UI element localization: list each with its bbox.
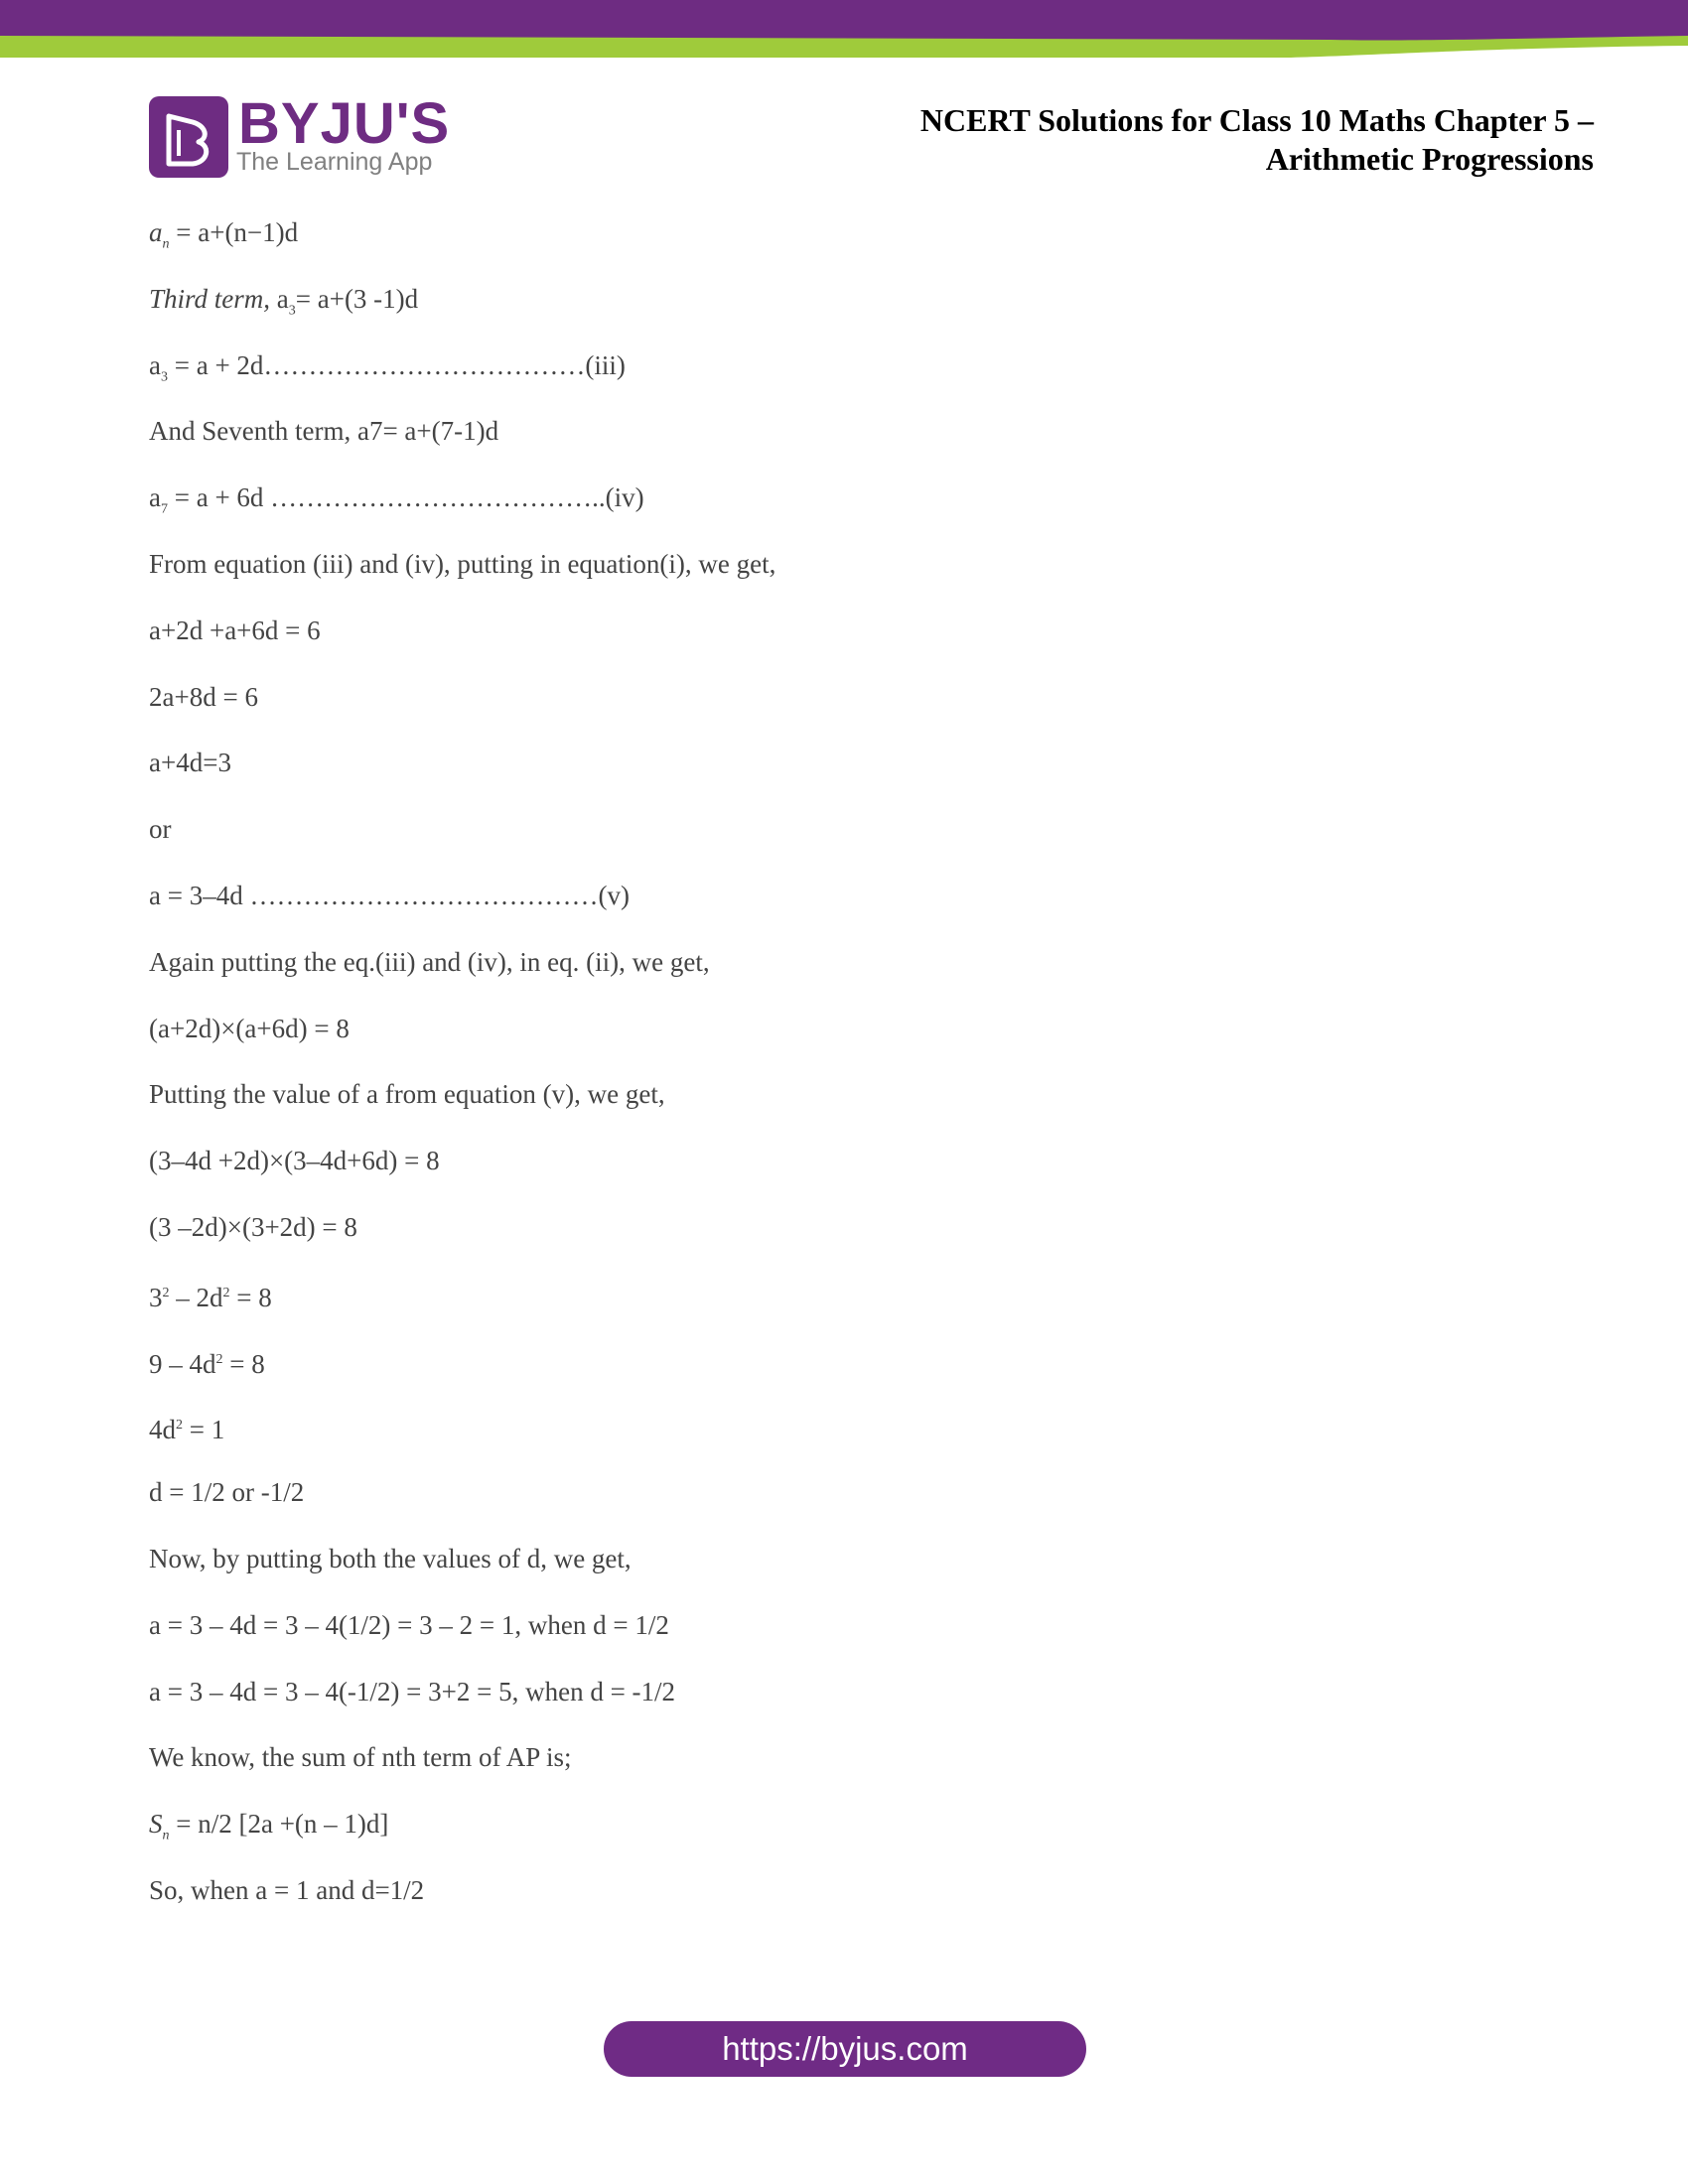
- logo-brand-name: BYJU'S: [238, 91, 451, 156]
- text-line: d = 1/2 or -1/2: [149, 1477, 305, 1508]
- text-line: a = 3 – 4d = 3 – 4(1/2) = 3 – 2 = 1, when d = 1/2: [149, 1609, 669, 1640]
- text-line: Again putting the eq.(iii) and (iv), in eq. (ii), we get,: [149, 946, 710, 977]
- text-line: (3–4d +2d)×(3–4d+6d) = 8: [149, 1146, 440, 1176]
- page-header-title: [799, 101, 1594, 179]
- text-line: a+4d=3: [149, 748, 231, 778]
- text-line: 2a+8d = 6: [149, 681, 258, 712]
- text-line: $a_3 = a$ + 2d………………………………(iii): [149, 349, 626, 384]
- footer-url-link[interactable]: https://byjus.com: [604, 2021, 1086, 2077]
- logo-b-icon: [149, 96, 228, 178]
- text-line: (a+2d)×(a+6d) = 8: [149, 1013, 350, 1043]
- text-line: From equation (iii) and (iv), putting in equation(i), we get,: [149, 548, 776, 579]
- text-line: Putting the value of a from equation (v), we get,: [149, 1079, 665, 1110]
- text-line: So, when a = 1 and d=1/2: [149, 1874, 425, 1905]
- text-line: We know, the sum of nth term of AP is;: [149, 1742, 572, 1773]
- text-line: $3^2 - 2d^2 = 8$: [149, 1282, 272, 1312]
- text-line: a = 3 – 4d = 3 – 4(-1/2) = 3+2 = 5, when d = -1/2: [149, 1676, 676, 1706]
- text-line: a = 3–4d …………………………………(v): [149, 880, 630, 910]
- solution-content: [149, 212, 1539, 1937]
- text-line: $a_7 = a + 6d$ ………………………………..(iv): [149, 482, 644, 517]
- text-line: And Seventh term, a7= a+(7-1)d: [149, 416, 499, 447]
- top-decorative-band: [0, 0, 1688, 62]
- logo-tagline: The Learning App: [236, 148, 433, 176]
- text-line: or: [149, 814, 172, 845]
- text-line: $4d^2 = 1$: [149, 1415, 225, 1445]
- text-line: $9 - 4d^2 = 8$: [149, 1348, 265, 1379]
- text-line: Third term, $a_3= a+(3$ -1)d: [149, 283, 419, 319]
- header-title-line-2: Arithmetic Progressions: [1265, 141, 1594, 177]
- header-title-line-1: NCERT Solutions for Class 10 Maths Chapter 5 –: [919, 102, 1594, 138]
- byjus-logo: [149, 91, 451, 180]
- text-line: $S_n = n/2$ [2a +(n – 1)d]: [149, 1809, 389, 1843]
- text-line: $a_n = a+(n-1)d$: [149, 217, 299, 252]
- text-line: (3 –2d)×(3+2d) = 8: [149, 1211, 357, 1242]
- text-line: a+2d +a+6d = 6: [149, 614, 321, 645]
- text-line: Now, by putting both the values of d, we get,: [149, 1543, 632, 1573]
